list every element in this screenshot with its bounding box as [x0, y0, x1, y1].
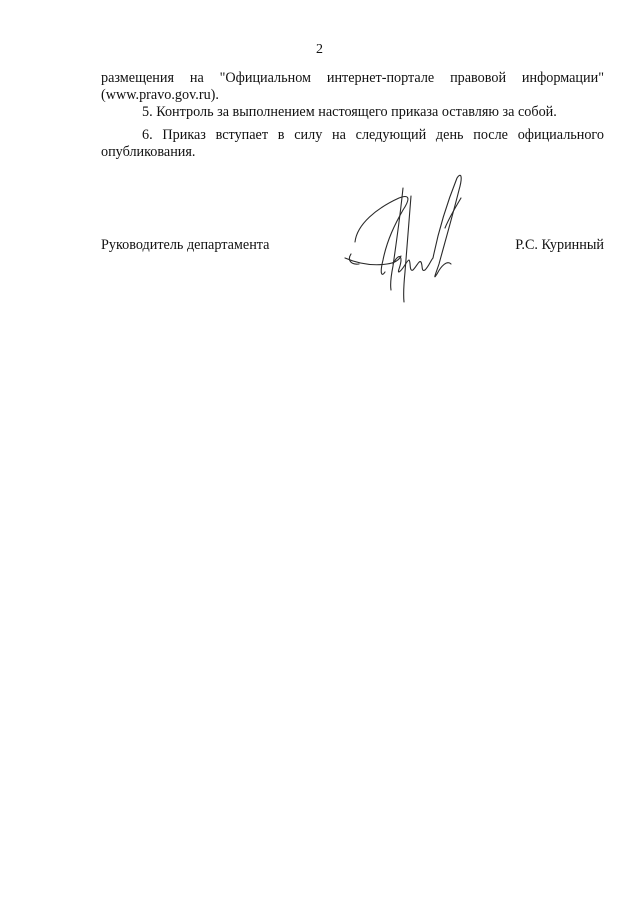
paragraph-line: опубликования.: [101, 144, 196, 160]
paragraph-line: (www.pravo.gov.ru).: [101, 87, 219, 103]
paragraph-line: 5. Контроль за выполнением настоящего приказа оставляю за собой.: [142, 104, 557, 120]
page-number: 2: [316, 42, 323, 57]
paragraph-line: 6. Приказ вступает в силу на следующий день после официального: [142, 127, 604, 143]
paragraph-item-5: [101, 104, 604, 121]
paragraph-continuation: [101, 70, 604, 104]
handwritten-signature: [337, 168, 479, 310]
paragraph-item-6: [101, 127, 604, 161]
signer-position: Руководитель департамента: [101, 237, 270, 253]
signer-name: Р.С. Куринный: [515, 237, 604, 253]
paragraph-line: размещения на "Официальном интернет-портале правовой информации": [101, 70, 604, 86]
